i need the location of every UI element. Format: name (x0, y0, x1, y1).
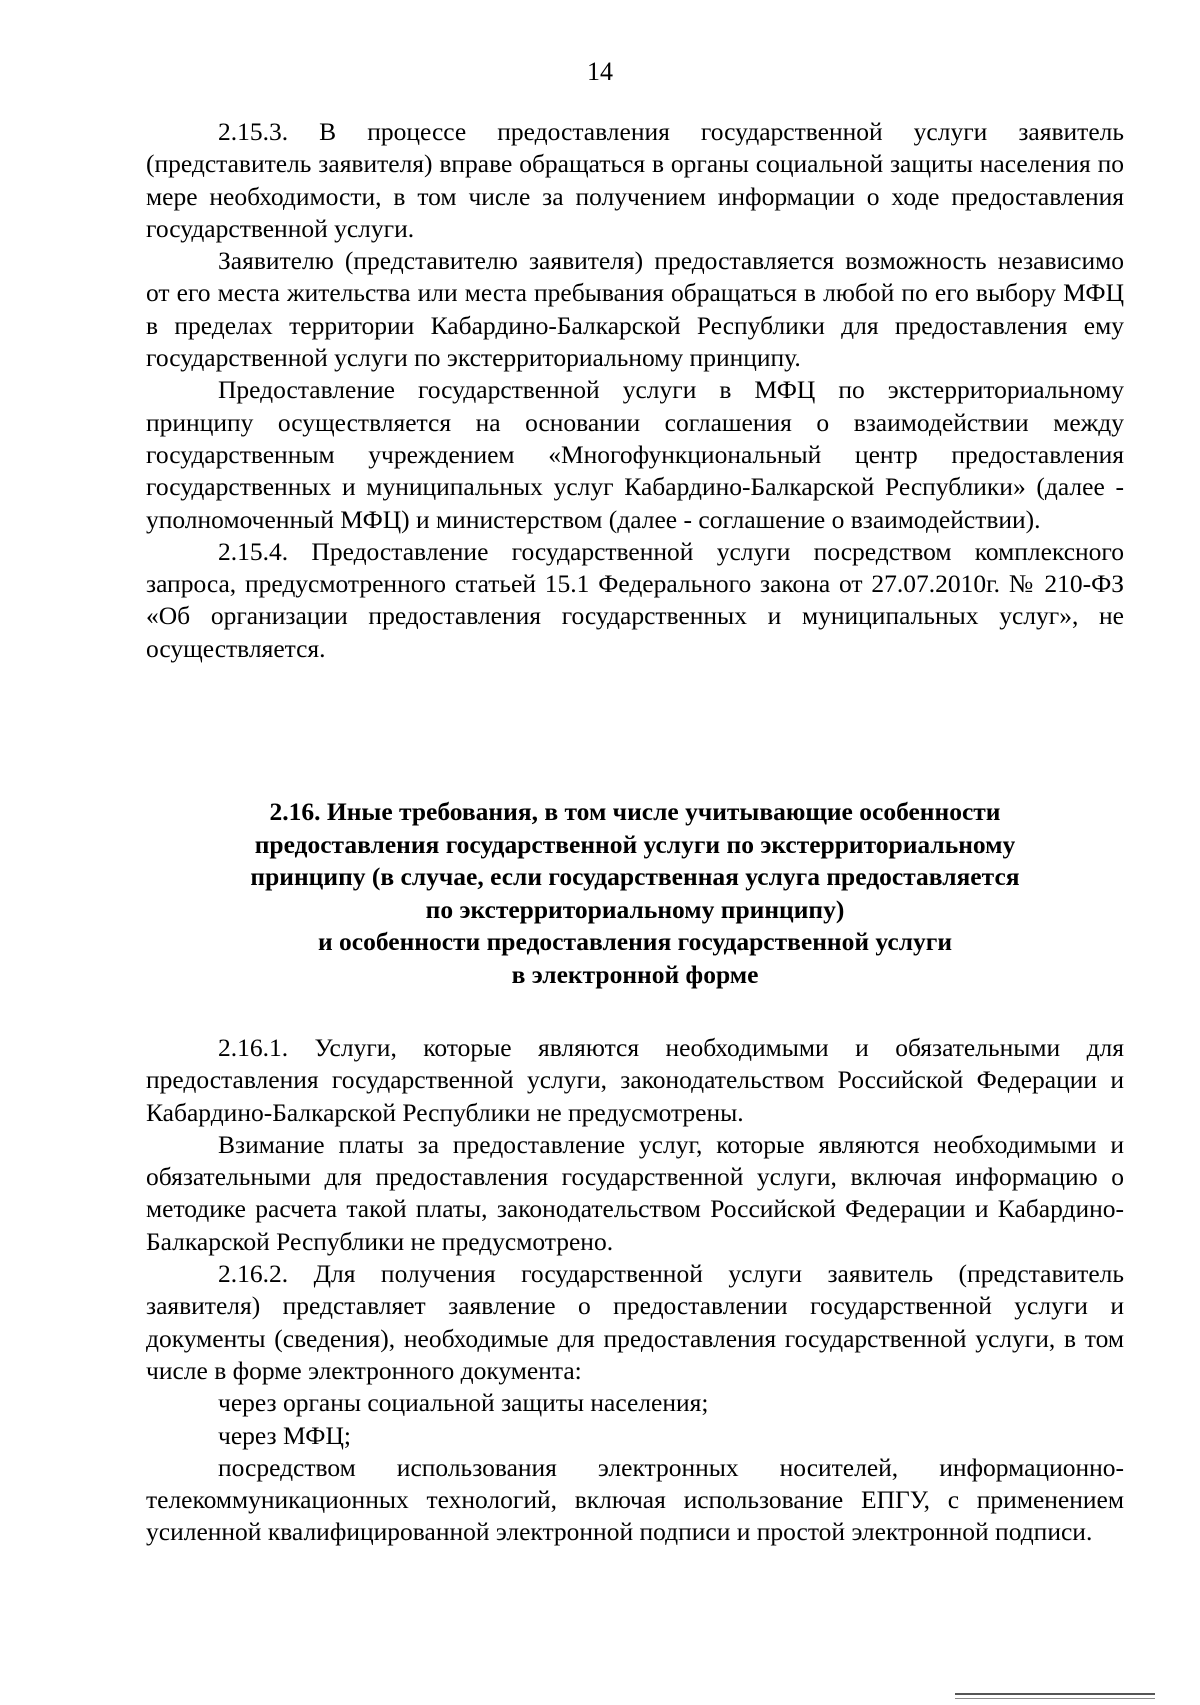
paragraph-mfc-agreement: Предоставление государственной услуги в МФЦ по экстерриториальному принципу осуществляется на основании соглашения о взаимодействии между государственным учреждением «Многофункциональный центр предоставления государственных и муниципальных услуг Кабардино-Балкарской Республики» (далее - уполномоченный МФЦ) и министерством (далее - соглашение о взаимодействии). (146, 375, 1124, 534)
heading-line-4: по экстерриториальному принципу) (425, 894, 845, 924)
paragraph-2-16-1: 2.16.1. Услуги, которые являются необходимыми и обязательными для предоставления государственной услуги, законодательством Российской Федерации и Кабардино-Балкарской Республики не предусмотрены. (146, 1033, 1124, 1127)
paragraph-2-15-4: 2.15.4. Предоставление государственной услуги посредством комплексного запроса, предусмотренного статьей 15.1 Федерального закона от 27.07.2010г. № 210-ФЗ «Об организации предоставления государственных и муниципальных услуг», не осуществляется. (146, 536, 1124, 663)
footer-rule (955, 1693, 1155, 1695)
section-2-15-body (146, 116, 1124, 665)
heading-line-2: предоставления государственной услуги по экстерриториальному (254, 829, 1016, 859)
section-2-16-heading (146, 796, 1124, 991)
section-heading (146, 796, 1124, 991)
paragraph-2-16-2: 2.16.2. Для получения государственной услуги заявитель (представитель заявителя) представляет заявление о предоставлении государственной услуги и документы (сведения), необходимые для предоставления государственной услуги, в том числе в форме электронного документа: (146, 1259, 1124, 1385)
heading-line-1: 2.16. Иные требования, в том числе учитывающие особенности (269, 797, 1001, 826)
list-item-mfc: через МФЦ; (218, 1420, 351, 1450)
heading-line-5: и особенности предоставления государственной услуги (317, 927, 953, 956)
list-item-social-protection: через органы социальной защиты населения; (218, 1388, 709, 1418)
paragraph-extraterritorial-right: Заявителю (представителю заявителя) предоставляется возможность независимо от его места жительства или места пребывания обращаться в любой по его выбору МФЦ в пределах территории Кабардино-Балкарской Республики для предоставления ему государственной услуги по экстерриториальному принципу. (146, 246, 1124, 373)
paragraph-fee: Взимание платы за предоставление услуг, которые являются необходимыми и обязательными для предоставления государственной услуги, включая информацию о методике расчета такой платы, законодательством Российской Федерации и Кабардино-Балкарской Республики не предусмотрено. (146, 1129, 1124, 1256)
heading-line-6: в электронной форме (511, 959, 759, 989)
list-item-electronic: посредством использования электронных носителей, информационно-телекоммуникационных технологий, включая использование ЕПГУ, с применением усиленной квалифицированной электронной подписи и простой электронной подписи. (146, 1452, 1124, 1547)
footer-rule-secondary (955, 1698, 1155, 1699)
section-2-16-body (146, 1032, 1124, 1549)
paragraph-2-15-3: 2.15.3. В процессе предоставления государственной услуги заявитель (представитель заявителя) вправе обращаться в органы социальной защиты населения по мере необходимости, в том числе за получением информации о ходе предоставления государственной услуги. (146, 117, 1124, 243)
page-number: 14 (587, 57, 613, 86)
heading-line-3: принципу (в случае, если государственная услуга предоставляется (250, 862, 1020, 891)
